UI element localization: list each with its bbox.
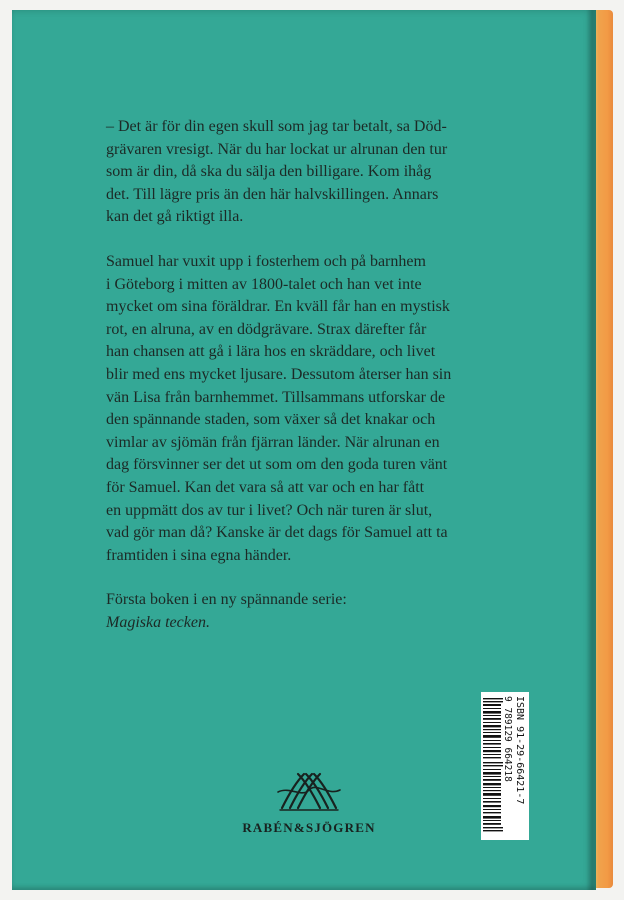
- text-line: grävaren vresigt. När du har lockat ur alrunan den tur: [106, 140, 448, 158]
- publisher-mark: [224, 768, 394, 836]
- text-line: rot, en alruna, av en dödgrävare. Strax därefter får: [106, 320, 427, 338]
- text-line: mycket om sina föräldrar. En kväll får han en mystisk: [106, 298, 450, 316]
- series-paragraph: [106, 589, 486, 634]
- text-line: dag försvinner ser det ut som om den goda turen vänt: [106, 456, 448, 474]
- cover-hinge: [586, 10, 596, 890]
- rs-monogram-icon: [274, 768, 344, 814]
- isbn-number: ISBN 91-29-66421-7: [514, 696, 525, 805]
- text-line: vimlar av sjömän från fjärran länder. När alrunan en: [106, 433, 440, 451]
- text-line: vad gör man då? Kanske är det dags för Samuel att ta: [106, 524, 448, 542]
- text-line: Första boken i en ny spännande serie:: [106, 591, 347, 609]
- text-line: den spännande staden, som växer så det knakar och: [106, 411, 436, 429]
- text-line: i Göteborg i mitten av 1800-talet och han vet inte: [106, 275, 422, 293]
- text-line: kan det gå riktigt illa.: [106, 208, 244, 226]
- publisher-name: RABÉN&SJÖGREN: [242, 820, 376, 835]
- quote-paragraph: [106, 116, 486, 229]
- ean-number: 9 789129 664218: [502, 696, 513, 782]
- text-line: en uppmätt dos av tur i livet? Och när turen är slut,: [106, 501, 433, 519]
- blurb-text: [106, 116, 486, 656]
- text-line: som är din, då ska du sälja den billigare. Kom ihåg: [106, 163, 432, 181]
- series-title: Magiska tecken.: [106, 613, 210, 631]
- text-line: han chansen att gå i lära hos en skräddare, och livet: [106, 343, 436, 361]
- text-line: framtiden i sina egna händer.: [106, 546, 292, 564]
- text-line: för Samuel. Kan det vara så att var och en har fått: [106, 478, 425, 496]
- summary-paragraph: [106, 251, 486, 567]
- text-line: vän Lisa från barnhemmet. Tillsammans utforskar de: [106, 388, 446, 406]
- text-line: det. Till lägre pris än den här halvskillingen. Annars: [106, 185, 439, 203]
- text-line: Samuel har vuxit upp i fosterhem och på barnhem: [106, 252, 426, 270]
- isbn-barcode: [481, 692, 529, 840]
- text-line: blir med ens mycket ljusare. Dessutom återser han sin: [106, 365, 452, 383]
- text-line: – Det är för din egen skull som jag tar betalt, sa Död-: [106, 118, 447, 135]
